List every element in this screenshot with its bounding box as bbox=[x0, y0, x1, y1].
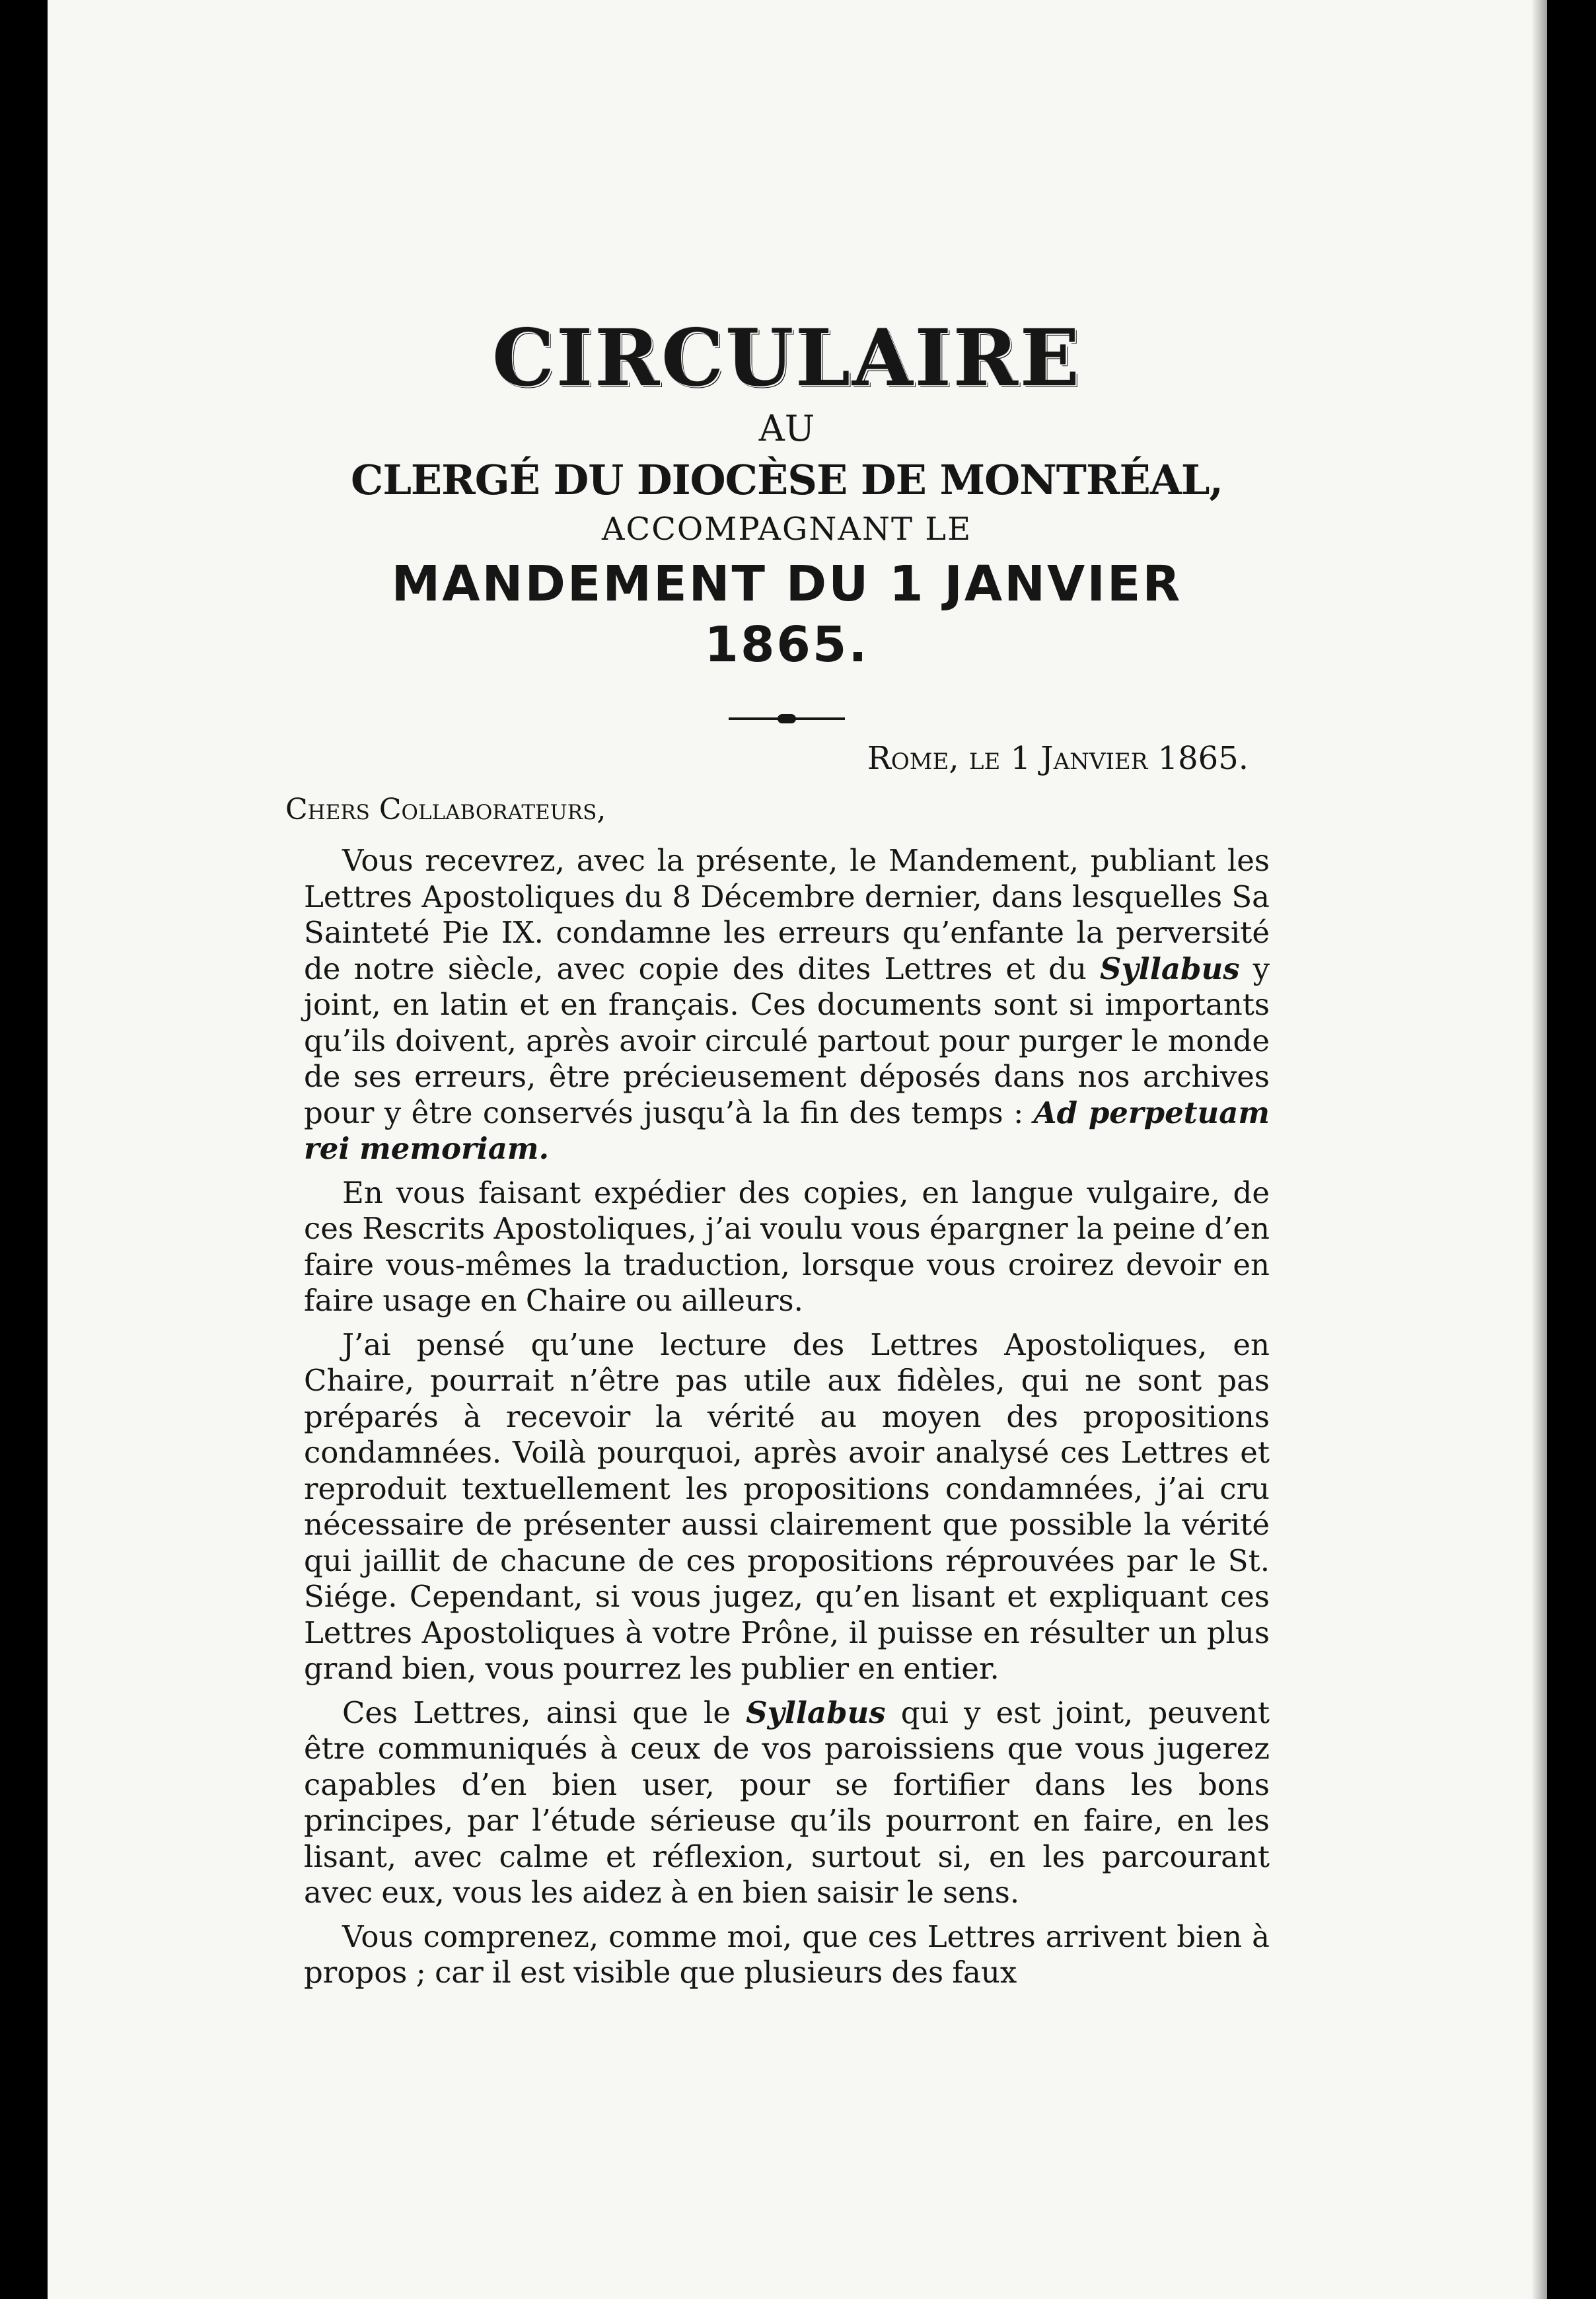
paragraph-5: Vous comprenez, comme moi, que ces Lettres arrivent bien à propos ; car il est visible que plusieurs des faux bbox=[304, 1918, 1270, 1990]
paragraph-1-text-c: y joint, en latin et en français. Ces documents sont si importants qu’ils doivent, après avoir circulé partout pour purger le monde de ses erreurs, être précieusement déposés dans nos archives pour y être conservés jusqu’à la fin des temps : bbox=[304, 951, 1270, 1130]
document-body bbox=[285, 264, 1270, 1991]
latin-phrase: Ad perpetuam rei memoriam. bbox=[304, 1095, 1270, 1166]
ornamental-divider bbox=[729, 717, 845, 720]
syllabus-italic: Syllabus bbox=[1100, 951, 1240, 986]
paragraph-4-text-c: qui y est joint, peuvent être communiqués à ceux de vos paroissiens que vous jugerez capables d’en bien user, pour se fortifier dans les bons principes, par l’étude sérieuse qu’ils pourront en faire, en les lisant, avec calme et réflexion, surtout si, en les parcourant avec eux, vous les aidez à en bien saisir le sens. bbox=[304, 1695, 1270, 1910]
paragraph-1-text-a: Vous recevrez, avec la présente, le Mandement, publiant les Lettres Apostoliques du 8 Décembre dernier, dans lesquelles Sa Sainteté Pie IX. condamne les erreurs qu’enfante la perversité de notre siècle, avec copie des dites Lettres et du bbox=[304, 843, 1270, 986]
document-title: CIRCULAIRE bbox=[492, 312, 1081, 404]
title-clerge: CLERGÉ DU DIOCÈSE DE MONTRÉAL, bbox=[350, 456, 1223, 504]
salutation: Chers Collaborateurs, bbox=[285, 793, 606, 826]
syllabus-italic-2: Syllabus bbox=[746, 1695, 886, 1730]
page-edge-shadow bbox=[1531, 0, 1547, 2299]
paragraph-2: En vous faisant expédier des copies, en langue vulgaire, de ces Rescrits Apostoliques, j’ai voulu vous épargner la peine d’en faire vous-mêmes la traduction, lorsque vous croirez devoir en faire usage en Chaire ou ailleurs. bbox=[304, 1175, 1270, 1318]
title-au: AU bbox=[758, 408, 815, 449]
document-page bbox=[48, 0, 1547, 2299]
title-accompagnant: ACCOMPAGNANT LE bbox=[601, 511, 972, 548]
paragraph-4 bbox=[304, 1695, 1270, 1911]
paragraph-1 bbox=[304, 843, 1270, 1167]
paragraph-4-text-a: Ces Lettres, ainsi que le bbox=[342, 1695, 746, 1730]
paragraph-3: J’ai pensé qu’une lecture des Lettres Apostoliques, en Chaire, pourrait n’être pas utile aux fidèles, qui ne sont pas préparés à recevoir la vérité au moyen des propositions condamnées. Voilà pourquoi, après avoir analysé ces Lettres et reproduit textuellement les propositions condamnées, j’ai cru nécessaire de présenter aussi clairement que possible la vérité qui jaillit de chacune de ces propositions réprouvées par le St. Siége. Cependant, si vous jugez, qu’en lisant et expliquant ces Lettres Apostoliques à votre Prône, il puisse en résulter un plus grand bien, vous pourrez les publier en entier. bbox=[304, 1327, 1270, 1686]
title-mandement: MANDEMENT DU 1 JANVIER 1865. bbox=[391, 556, 1182, 673]
dateline: Rome, le 1 Janvier 1865. bbox=[867, 740, 1249, 777]
